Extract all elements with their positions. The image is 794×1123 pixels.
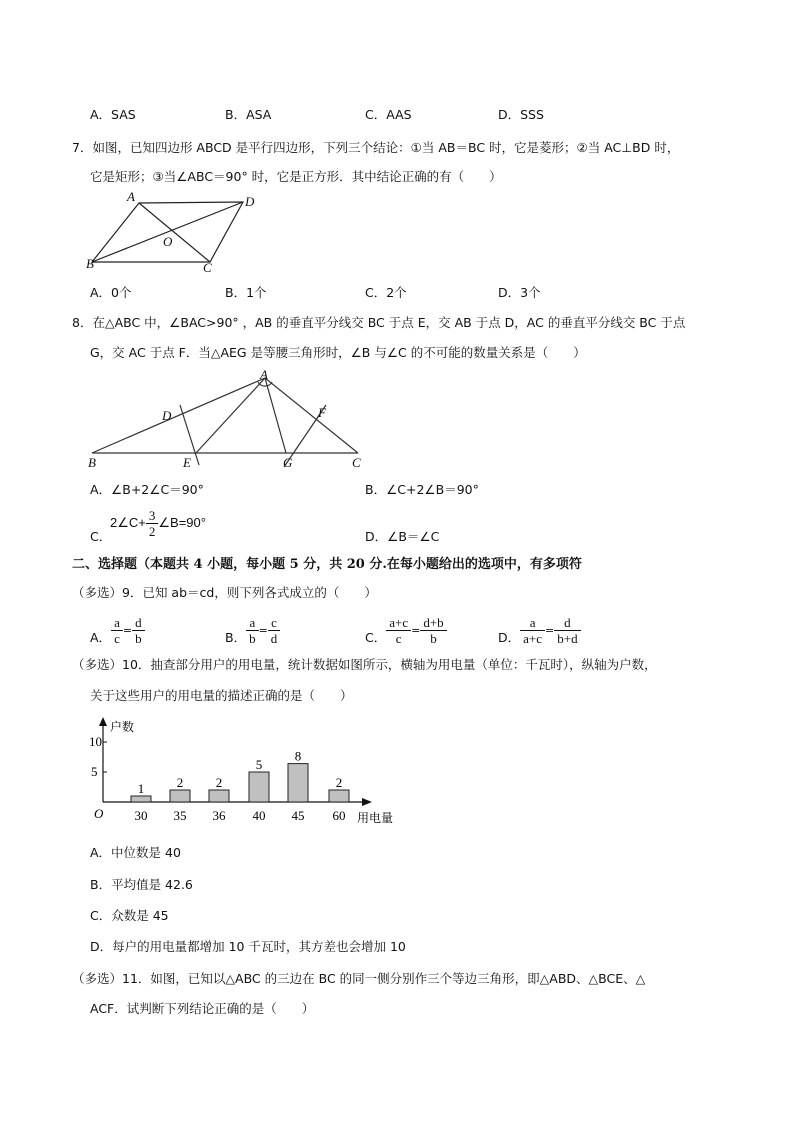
- fraction-left: [246, 615, 259, 646]
- y-axis-label: 户数: [110, 720, 135, 734]
- y-tick-5: 5: [91, 764, 98, 779]
- q8-stem-line1: 8．在△ABC 中，∠BAC>90° ，AB 的垂直平分线交 BC 于点 E，交 AB 于点 D，AC 的垂直平分线交 BC 于点: [72, 315, 686, 330]
- option-label: B．: [225, 630, 247, 645]
- fraction-right: [420, 615, 446, 646]
- label-G: G: [283, 455, 293, 470]
- numerator: d: [132, 615, 145, 631]
- denominator: b: [135, 631, 142, 646]
- q9-option: [90, 610, 145, 646]
- x-axis-arrow-icon: [362, 798, 372, 806]
- label-E: E: [183, 455, 191, 470]
- q7-option-a: A．0个: [90, 285, 132, 300]
- label-A: A: [260, 367, 268, 382]
- x-tick-label: 30: [134, 808, 148, 823]
- q11-stem-line1: （多选）11．如图，已知以△ABC 的三边在 BC 的同一侧分别作三个等边三角形，即△ABD、△BCE、△: [72, 971, 646, 986]
- bar-value-label: 2: [335, 775, 343, 790]
- triangle-figure: [92, 378, 358, 467]
- label-B: B: [88, 455, 96, 470]
- equals-sign: =: [258, 624, 268, 637]
- q6-option-c: C．AAS: [365, 107, 412, 122]
- q8-option-c-prefix: C．: [90, 529, 112, 544]
- fraction-right: [554, 615, 580, 646]
- denominator: a+c: [523, 631, 543, 646]
- bar-value-label: 5: [255, 757, 263, 772]
- denominator: b: [430, 631, 437, 646]
- bar-value-label: 8: [294, 748, 302, 764]
- denominator: c: [114, 631, 120, 646]
- q6-option-b: B．ASA: [225, 107, 272, 122]
- numerator: 3: [146, 508, 159, 524]
- numerator: a: [246, 615, 259, 631]
- x-tick-label: 60: [332, 808, 346, 823]
- bar: [329, 790, 349, 802]
- x-tick-label: 36: [212, 808, 226, 823]
- q7-option-c: C．2个: [365, 285, 407, 300]
- q10-option-a: A．中位数是 40: [90, 845, 181, 860]
- x-axis-label: 用电量: [357, 811, 394, 825]
- q7-option-d: D．3个: [498, 285, 541, 300]
- label-F: F: [318, 405, 326, 420]
- x-tick-label: 40: [252, 808, 266, 823]
- bar-value-label: 1: [137, 781, 145, 796]
- option-label: C．: [365, 630, 387, 645]
- fraction-left: [111, 615, 123, 646]
- equals-sign: =: [411, 624, 421, 637]
- q9-stem: （多选）9．已知 ab＝cd，则下列各式成立的（ ）: [72, 585, 377, 600]
- numerator: a: [520, 615, 545, 631]
- expr-left: 2∠C+: [110, 514, 146, 530]
- q7-stem-line1: 7．如图，已知四边形 ABCD 是平行四边形，下列三个结论：①当 AB＝BC 时，它是菱形；②当 AC⊥BD 时，: [72, 140, 680, 155]
- q6-option-a: A．SAS: [90, 107, 136, 122]
- q8-option-a: A．∠B+2∠C＝90°: [90, 482, 204, 497]
- y-axis-arrow-icon: [99, 717, 107, 726]
- numerator: c: [268, 615, 281, 631]
- fraction-right: [268, 615, 281, 646]
- q9-option: [365, 610, 447, 646]
- label-A: A: [127, 189, 135, 204]
- denominator: b: [249, 631, 256, 646]
- label-O: O: [163, 234, 173, 249]
- q10-option-d: D．每户的用电量都增加 10 千瓦时，其方差也会增加 10: [90, 939, 406, 954]
- parallelogram-figure: [92, 202, 243, 262]
- label-D: D: [162, 408, 172, 423]
- option-label: A．: [90, 630, 112, 645]
- numerator: d: [554, 615, 580, 631]
- equals-sign: =: [122, 624, 133, 637]
- bar-chart: [89, 717, 393, 825]
- denominator: c: [395, 631, 402, 646]
- numerator: d+b: [420, 615, 446, 631]
- q10-option-b: B．平均值是 42.6: [90, 877, 193, 892]
- equals-sign: =: [545, 624, 555, 637]
- denominator: d: [270, 631, 278, 646]
- fraction-right: [132, 615, 145, 646]
- x-tick-label: 45: [291, 808, 305, 823]
- expr-right: ∠B=90°: [158, 514, 206, 530]
- q8-option-b: B．∠C+2∠B＝90°: [365, 482, 479, 497]
- bar: [131, 796, 151, 802]
- q10-stem-line2: 关于这些用户的用电量的描述正确的是（ ）: [90, 688, 353, 703]
- label-C: C: [352, 455, 361, 470]
- q11-stem-line2: ACF．试判断下列结论正确的是（ ）: [90, 1001, 315, 1016]
- q9-option: [498, 610, 581, 646]
- numerator: a: [111, 615, 123, 631]
- bar: [249, 772, 269, 802]
- fraction-left: [386, 615, 411, 646]
- q7-option-b: B．1个: [225, 285, 267, 300]
- denominator: b+d: [557, 631, 578, 646]
- q10-stem-line1: （多选）10．抽查部分用户的用电量，统计数据如图所示，横轴为用电量（单位：千瓦时），纵轴为户数，: [72, 657, 657, 672]
- x-tick-label: 35: [173, 808, 187, 823]
- bar-value-label: 2: [215, 775, 223, 790]
- q8-option-c-expr: [110, 508, 206, 539]
- origin-label: O: [94, 806, 104, 821]
- option-label: D．: [498, 630, 521, 645]
- y-tick-10: 10: [89, 734, 102, 749]
- fraction-left: [520, 615, 545, 646]
- bar: [209, 790, 229, 802]
- denominator: 2: [148, 524, 156, 539]
- label-B: B: [86, 256, 94, 271]
- q6-option-d: D．SSS: [498, 107, 544, 122]
- numerator: a+c: [386, 615, 411, 631]
- q8-option-d: D．∠B＝∠C: [365, 529, 440, 544]
- q10-option-c: C．众数是 45: [90, 908, 169, 923]
- q9-option: [225, 610, 280, 646]
- label-D: D: [245, 194, 255, 209]
- q7-stem-line2: 它是矩形；③当∠ABC＝90° 时，它是正方形．其中结论正确的有（ ）: [90, 169, 502, 184]
- bar: [170, 790, 190, 802]
- fraction: [146, 508, 159, 539]
- bar: [288, 764, 308, 802]
- bar-value-label: 2: [176, 775, 184, 790]
- q8-stem-line2: G，交 AC 于点 F．当△AEG 是等腰三角形时，∠B 与∠C 的不可能的数量关系是（ ）: [90, 345, 586, 360]
- label-C: C: [203, 260, 212, 275]
- section-heading: 二、选择题（本题共 4 小题，每小题 5 分，共 20 分.在每小题给出的选项中，有多项符: [72, 557, 582, 572]
